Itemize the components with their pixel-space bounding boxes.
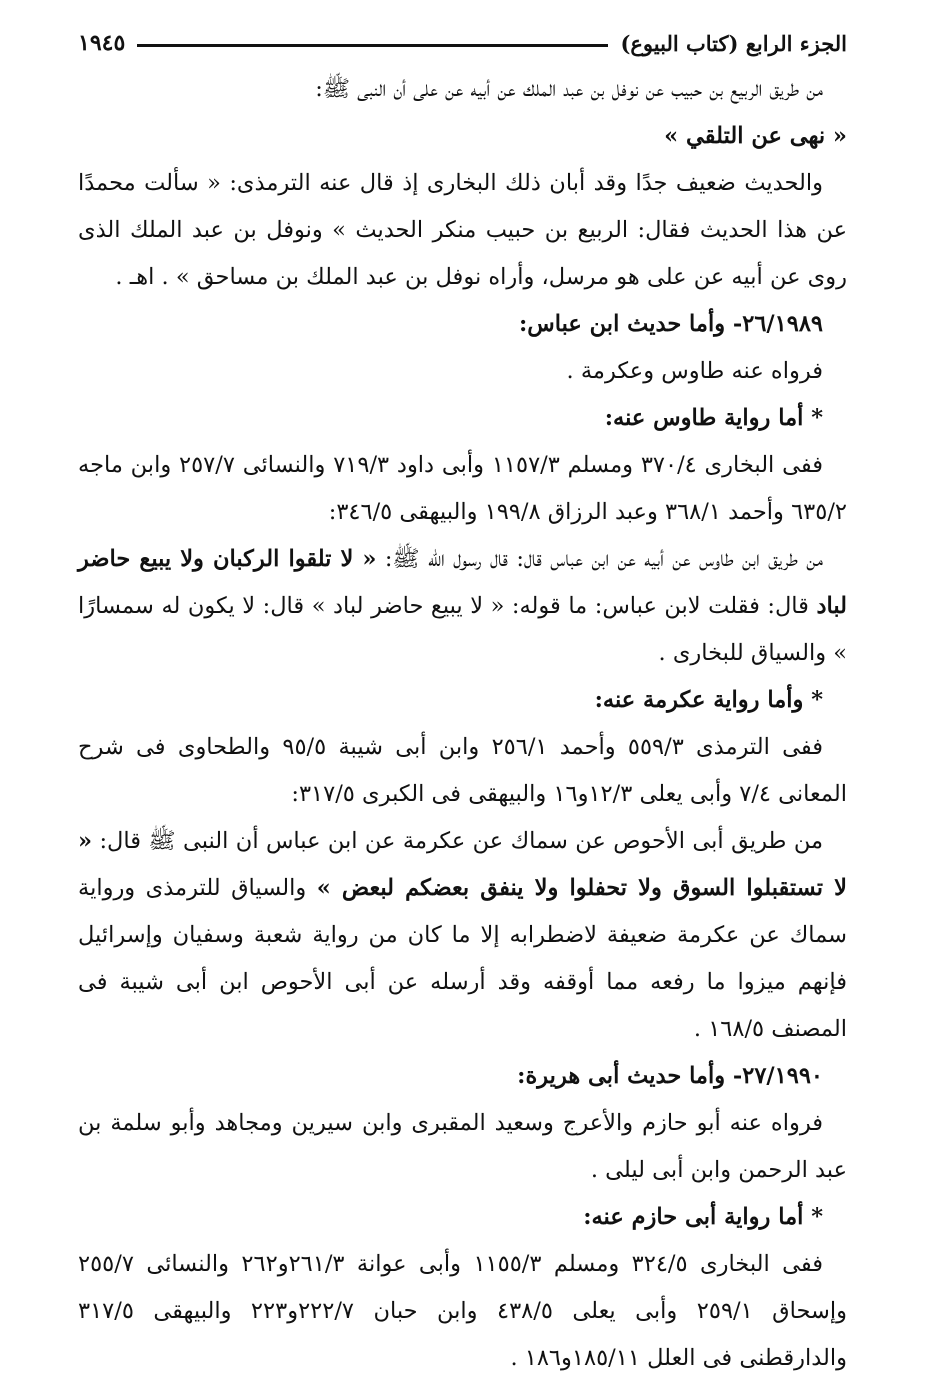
page-body [78,66,847,1382]
paragraph-hadith-ikrimah [78,818,847,1053]
paragraph-sources-tawus: ففى البخارى ٣٧٠/٤ ومسلم ١١٥٧/٣ وأبى داود ٧١٩/٣ والنسائى ٢٥٧/٧ وابن ماجه ٦٣٥/٢ وأحمد ٣٦٨/١ وعبد الرزاق ١٩٩/٨ والبيهقى ٣٤٦/٥: [78,452,847,525]
subheading-abu-hazim: * أما رواية أبى حازم عنه: [583,1204,823,1230]
paragraph-narrators-ibn-abbas: فرواه عنه طاوس وعكرمة . [566,358,823,384]
section-heading-ibn-abbas: ٢٦/١٩٨٩- وأما حديث ابن عباس: [519,311,823,337]
subheading-ikrimah: * وأما رواية عكرمة عنه: [594,687,823,713]
paragraph-hadith-tawus [78,536,847,677]
subheading-tawus: * أما رواية طاوس عنه: [604,405,823,431]
isnad-ikrimah: من طريق أبى الأحوص عن سماك عن عكرمة عن ابن عباس أن النبى ﷺ قال: [92,828,823,854]
header-title: الجزء الرابع (كتاب البيوع) [620,30,847,56]
paragraph-isnad-ali: من طريق الربيع بن حبيب عن نوفل بن عبد الملك عن أبيه عن على أن النبى ﷺ: [315,76,823,102]
page-number: ١٩٤٥ [78,30,126,56]
paragraph-sources-abu-hazim: ففى البخارى ٣٢٤/٥ ومسلم ١١٥٥/٣ وأبى عوانة ٢٦١/٣و٢٦٢ والنسائى ٢٥٥/٧ وإسحاق ٢٥٩/١ وأبى يعلى ٤٣٨/٥ وابن حبان ٢٢٢/٧و٢٢٣ والبيهقى ٣١٧/٥ والدارقطنى فى العلل ١٨٥/١١و١٨٦ . [78,1251,847,1371]
running-header [78,22,847,64]
header-rule [137,44,608,47]
commentary-ikrimah: والسياق للترمذى ورواية سماك عن عكرمة ضعيفة لاضطرابه إلا ما كان من رواية شعبة وسفيان وإسرائيل فإنهم ميزوا ما رفعه مما أوقفه وقد أرسله عن أبى الأحوص ابن أبى شيبة فى المصنف ١٦٨/٥ . [78,875,847,1042]
paragraph-sources-ikrimah: ففى الترمذى ٥٥٩/٣ وأحمد ٢٥٦/١ وابن أبى شيبة ٩٥/٥ والطحاوى فى شرح المعانى ٧/٤ وأبى يعلى ١٢/٣و١٦ والبيهقى فى الكبرى ٣١٧/٥: [78,734,847,807]
section-heading-abu-hurayrah: ٢٧/١٩٩٠- وأما حديث أبى هريرة: [517,1063,823,1089]
hadith-text-ikrimah: « لا تستقبلوا السوق ولا تحفلوا ولا ينفق بعضكم لبعض » [78,828,847,901]
paragraph-narrators-abu-hurayrah: فرواه عنه أبو حازم والأعرج وسعيد المقبرى وابن سيرين ومجاهد وأبو سلمة بن عبد الرحمن وابن أبى ليلى . [78,1110,847,1183]
commentary-tawus: قال: فقلت لابن عباس: ما قوله: « لا يبيع حاضر لباد » قال: لا يكون له سمسارًا » والسياق للبخارى . [78,593,847,666]
hadith-text-tawus: « لا تلقوا الركبان ولا يبيع حاضر لباد [78,546,847,619]
paragraph-grading: والحديث ضعيف جدًا وقد أبان ذلك البخارى إذ قال عنه الترمذى: « سألت محمدًا عن هذا الحديث فقال: الربيع بن حبيب منكر الحديث » ونوفل بن عبد الملك الذى روى عن أبيه عن على هو مرسل، وأراه نوفل بن عبد الملك بن مساحق » . اهـ . [78,170,847,290]
hadith-text-ali: « نهى عن التلقي » [664,123,847,149]
isnad-tawus: من طريق ابن طاوس عن أبيه عن ابن عباس قال: قال رسول الله ﷺ: [376,546,824,572]
